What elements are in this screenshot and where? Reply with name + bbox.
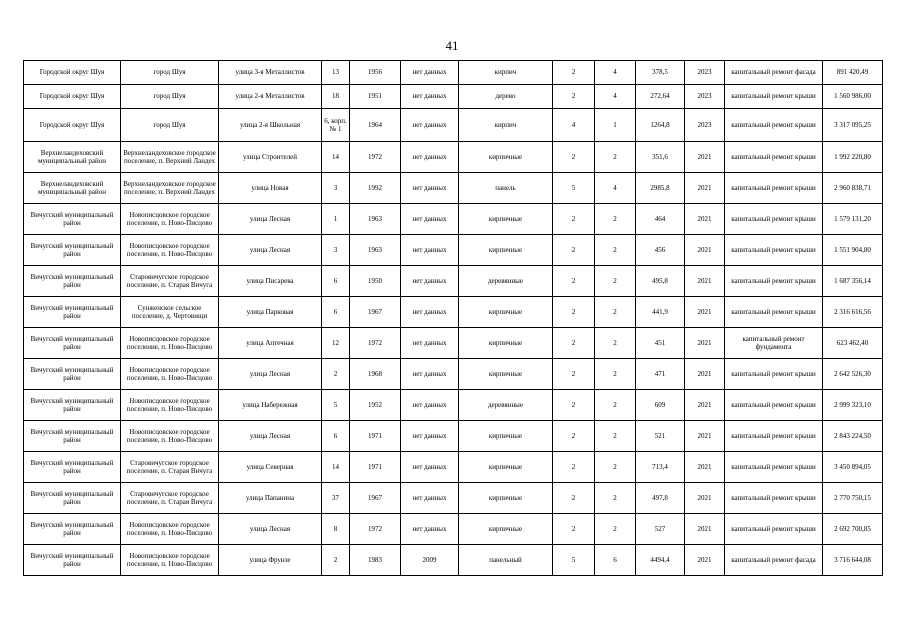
cell-entrances: 4	[595, 61, 636, 85]
table-row	[24, 204, 883, 235]
cell-entrances: 2	[595, 297, 636, 328]
cell-house-number: 13	[322, 61, 350, 85]
cell-entrances: 2	[595, 204, 636, 235]
cell-amount: 2 843 224,50	[823, 421, 883, 452]
cell-amount: 1 687 356,14	[823, 266, 883, 297]
cell-entrances: 4	[595, 173, 636, 204]
cell-last-repair-year: нет данных	[401, 452, 459, 483]
cell-street: улица Писарева	[219, 266, 322, 297]
cell-planned-year: 2021	[685, 173, 725, 204]
cell-last-repair-year: нет данных	[401, 514, 459, 545]
cell-settlement: Старовичугское городское поселение, п. Старая Вичуга	[121, 483, 219, 514]
cell-build-year: 1963	[350, 235, 401, 266]
cell-floors: 5	[553, 173, 595, 204]
table-row	[24, 85, 883, 109]
cell-street: улица Лесная	[219, 359, 322, 390]
cell-entrances: 6	[595, 545, 636, 576]
cell-work-type: капитальный ремонт крыши	[725, 173, 823, 204]
cell-work-type: капитальный ремонт крыши	[725, 483, 823, 514]
cell-wall-material: дерево	[459, 85, 553, 109]
cell-municipality: Вичугский муниципальный район	[24, 452, 121, 483]
cell-planned-year: 2021	[685, 204, 725, 235]
cell-street: улица Аптечная	[219, 328, 322, 359]
cell-work-type: капитальный ремонт крыши	[725, 452, 823, 483]
cell-street: улица Набережная	[219, 390, 322, 421]
cell-area: 441,9	[636, 297, 685, 328]
cell-house-number: 6	[322, 266, 350, 297]
cell-last-repair-year: нет данных	[401, 328, 459, 359]
cell-street: улица Лесная	[219, 421, 322, 452]
cell-planned-year: 2021	[685, 142, 725, 173]
cell-work-type: капитальный ремонт крыши	[725, 421, 823, 452]
cell-build-year: 1968	[350, 359, 401, 390]
cell-amount: 2 316 616,56	[823, 297, 883, 328]
cell-wall-material: кирпичные	[459, 328, 553, 359]
cell-last-repair-year: нет данных	[401, 483, 459, 514]
cell-floors: 2	[553, 390, 595, 421]
cell-house-number: 14	[322, 452, 350, 483]
cell-entrances: 4	[595, 85, 636, 109]
cell-area: 351,6	[636, 142, 685, 173]
cell-area: 521	[636, 421, 685, 452]
cell-last-repair-year: нет данных	[401, 109, 459, 142]
cell-build-year: 1983	[350, 545, 401, 576]
cell-floors: 2	[553, 235, 595, 266]
cell-municipality: Вичугский муниципальный район	[24, 545, 121, 576]
cell-municipality: Вичугский муниципальный район	[24, 328, 121, 359]
cell-build-year: 1951	[350, 85, 401, 109]
cell-entrances: 2	[595, 359, 636, 390]
cell-floors: 2	[553, 328, 595, 359]
cell-municipality: Вичугский муниципальный район	[24, 235, 121, 266]
cell-build-year: 1950	[350, 266, 401, 297]
cell-area: 609	[636, 390, 685, 421]
cell-settlement: Старовичугское городское поселение, п. Старая Вичуга	[121, 266, 219, 297]
cell-municipality: Вичугский муниципальный район	[24, 266, 121, 297]
cell-house-number: 14	[322, 142, 350, 173]
cell-build-year: 1971	[350, 452, 401, 483]
cell-last-repair-year: нет данных	[401, 204, 459, 235]
cell-last-repair-year: нет данных	[401, 173, 459, 204]
cell-house-number: 18	[322, 85, 350, 109]
cell-last-repair-year: 2009	[401, 545, 459, 576]
cell-amount: 3 716 644,08	[823, 545, 883, 576]
cell-planned-year: 2021	[685, 545, 725, 576]
cell-municipality: Городской округ Шуя	[24, 85, 121, 109]
cell-street: улица 2-я Металлистов	[219, 85, 322, 109]
cell-amount: 1 992 220,80	[823, 142, 883, 173]
cell-street: улица Новая	[219, 173, 322, 204]
cell-area: 527	[636, 514, 685, 545]
cell-settlement: город Шуя	[121, 61, 219, 85]
cell-floors: 2	[553, 85, 595, 109]
cell-settlement: Новописцовское городское поселение, п. Ново-Писцово	[121, 421, 219, 452]
cell-work-type: капитальный ремонт крыши	[725, 204, 823, 235]
cell-settlement: Старовичугское городское поселение, п. Старая Вичуга	[121, 452, 219, 483]
cell-work-type: капитальный ремонт крыши	[725, 390, 823, 421]
cell-floors: 2	[553, 483, 595, 514]
cell-area: 464	[636, 204, 685, 235]
cell-amount: 891 420,49	[823, 61, 883, 85]
cell-area: 497,8	[636, 483, 685, 514]
table-row	[24, 266, 883, 297]
cell-street: улица Папанина	[219, 483, 322, 514]
cell-work-type: капитальный ремонт фундамента	[725, 328, 823, 359]
cell-municipality: Вичугский муниципальный район	[24, 204, 121, 235]
cell-settlement: Новописцовское городское поселение, п. Ново-Писцово	[121, 204, 219, 235]
table-row	[24, 61, 883, 85]
cell-settlement: Новописцовское городское поселение, п. Ново-Писцово	[121, 514, 219, 545]
cell-planned-year: 2021	[685, 483, 725, 514]
cell-amount: 2 960 838,71	[823, 173, 883, 204]
cell-wall-material: деревянные	[459, 390, 553, 421]
cell-floors: 5	[553, 545, 595, 576]
cell-area: 4494,4	[636, 545, 685, 576]
cell-build-year: 1956	[350, 61, 401, 85]
cell-floors: 2	[553, 421, 595, 452]
cell-entrances: 2	[595, 421, 636, 452]
cell-last-repair-year: нет данных	[401, 266, 459, 297]
table-row	[24, 545, 883, 576]
cell-wall-material: кирпичные	[459, 421, 553, 452]
table-row	[24, 109, 883, 142]
table-row	[24, 173, 883, 204]
cell-floors: 2	[553, 61, 595, 85]
table-row	[24, 483, 883, 514]
cell-amount: 1 551 904,80	[823, 235, 883, 266]
cell-wall-material: кирпич	[459, 61, 553, 85]
cell-wall-material: кирпичные	[459, 514, 553, 545]
cell-planned-year: 2021	[685, 390, 725, 421]
cell-entrances: 2	[595, 483, 636, 514]
cell-entrances: 1	[595, 109, 636, 142]
cell-municipality: Вичугский муниципальный район	[24, 421, 121, 452]
cell-house-number: 6	[322, 421, 350, 452]
cell-street: улица Северная	[219, 452, 322, 483]
cell-wall-material: кирпичные	[459, 452, 553, 483]
table-row	[24, 235, 883, 266]
cell-settlement: Новописцовское городское поселение, п. Ново-Писцово	[121, 545, 219, 576]
cell-area: 713,4	[636, 452, 685, 483]
cell-planned-year: 2021	[685, 266, 725, 297]
cell-entrances: 2	[595, 328, 636, 359]
cell-area: 471	[636, 359, 685, 390]
cell-build-year: 1952	[350, 390, 401, 421]
cell-settlement: город Шуя	[121, 85, 219, 109]
cell-house-number: 6	[322, 297, 350, 328]
cell-municipality: Верхнеландеховский муниципальный район	[24, 173, 121, 204]
cell-area: 1264,8	[636, 109, 685, 142]
cell-wall-material: панель	[459, 173, 553, 204]
cell-area: 272,64	[636, 85, 685, 109]
cell-entrances: 2	[595, 390, 636, 421]
cell-planned-year: 2021	[685, 235, 725, 266]
cell-last-repair-year: нет данных	[401, 297, 459, 328]
cell-municipality: Городской округ Шуя	[24, 61, 121, 85]
cell-work-type: капитальный ремонт крыши	[725, 359, 823, 390]
cell-wall-material: кирпичные	[459, 359, 553, 390]
table-row	[24, 142, 883, 173]
cell-floors: 2	[553, 359, 595, 390]
cell-build-year: 1967	[350, 297, 401, 328]
cell-build-year: 1972	[350, 142, 401, 173]
cell-entrances: 2	[595, 452, 636, 483]
cell-floors: 2	[553, 452, 595, 483]
cell-house-number: 5	[322, 390, 350, 421]
cell-planned-year: 2021	[685, 359, 725, 390]
cell-floors: 2	[553, 204, 595, 235]
cell-municipality: Вичугский муниципальный район	[24, 390, 121, 421]
cell-street: улица Лесная	[219, 514, 322, 545]
cell-work-type: капитальный ремонт крыши	[725, 235, 823, 266]
cell-work-type: капитальный ремонт крыши	[725, 142, 823, 173]
cell-floors: 2	[553, 266, 595, 297]
cell-last-repair-year: нет данных	[401, 390, 459, 421]
cell-house-number: 37	[322, 483, 350, 514]
cell-house-number: 12	[322, 328, 350, 359]
cell-settlement: Новописцовское городское поселение, п. Ново-Писцово	[121, 328, 219, 359]
cell-build-year: 1972	[350, 514, 401, 545]
cell-street: улица Лесная	[219, 235, 322, 266]
cell-area: 451	[636, 328, 685, 359]
cell-work-type: капитальный ремонт крыши	[725, 109, 823, 142]
cell-floors: 2	[553, 297, 595, 328]
cell-build-year: 1971	[350, 421, 401, 452]
cell-floors: 4	[553, 109, 595, 142]
cell-last-repair-year: нет данных	[401, 85, 459, 109]
cell-planned-year: 2021	[685, 514, 725, 545]
cell-house-number: 3	[322, 235, 350, 266]
cell-house-number: 6, корп. № 1	[322, 109, 350, 142]
cell-house-number: 3	[322, 173, 350, 204]
page-number: 41	[445, 38, 459, 53]
cell-planned-year: 2021	[685, 297, 725, 328]
cell-settlement: Новописцовское городское поселение, п. Ново-Писцово	[121, 359, 219, 390]
cell-street: улица 3-я Металлистов	[219, 61, 322, 85]
cell-work-type: капитальный ремонт фасада	[725, 545, 823, 576]
cell-amount: 2 642 526,30	[823, 359, 883, 390]
cell-last-repair-year: нет данных	[401, 142, 459, 173]
cell-planned-year: 2021	[685, 328, 725, 359]
table-row	[24, 514, 883, 545]
cell-municipality: Вичугский муниципальный район	[24, 297, 121, 328]
cell-area: 2985,8	[636, 173, 685, 204]
cell-work-type: капитальный ремонт крыши	[725, 266, 823, 297]
cell-wall-material: кирпичные	[459, 142, 553, 173]
cell-planned-year: 2021	[685, 421, 725, 452]
table-row	[24, 328, 883, 359]
cell-amount: 2 692 700,85	[823, 514, 883, 545]
cell-planned-year: 2023	[685, 61, 725, 85]
cell-work-type: капитальный ремонт фасада	[725, 61, 823, 85]
table-row	[24, 359, 883, 390]
cell-amount: 1 560 986,00	[823, 85, 883, 109]
cell-area: 495,8	[636, 266, 685, 297]
cell-work-type: капитальный ремонт крыши	[725, 85, 823, 109]
cell-house-number: 2	[322, 359, 350, 390]
cell-build-year: 1964	[350, 109, 401, 142]
cell-municipality: Вичугский муниципальный район	[24, 483, 121, 514]
cell-wall-material: кирпичные	[459, 297, 553, 328]
cell-build-year: 1963	[350, 204, 401, 235]
cell-amount: 3 317 095,25	[823, 109, 883, 142]
cell-wall-material: деревянные	[459, 266, 553, 297]
table-row	[24, 390, 883, 421]
cell-settlement: Сунженское сельское поселение, д. Чертовищи	[121, 297, 219, 328]
cell-area: 456	[636, 235, 685, 266]
cell-municipality: Вичугский муниципальный район	[24, 359, 121, 390]
cell-work-type: капитальный ремонт крыши	[725, 297, 823, 328]
cell-municipality: Верхнеландеховский муниципальный район	[24, 142, 121, 173]
cell-amount: 1 579 131,20	[823, 204, 883, 235]
table-body	[24, 61, 883, 576]
housing-repair-table	[23, 60, 883, 576]
cell-street: улица Лесная	[219, 204, 322, 235]
cell-build-year: 1992	[350, 173, 401, 204]
cell-house-number: 1	[322, 204, 350, 235]
cell-wall-material: панельный	[459, 545, 553, 576]
cell-house-number: 8	[322, 514, 350, 545]
cell-settlement: Верхнеландеховское городское поселение, п. Верхний Ландех	[121, 142, 219, 173]
cell-settlement: Новописцовское городское поселение, п. Ново-Писцово	[121, 235, 219, 266]
cell-build-year: 1972	[350, 328, 401, 359]
cell-street: улица Фрунзе	[219, 545, 322, 576]
cell-last-repair-year: нет данных	[401, 421, 459, 452]
cell-house-number: 2	[322, 545, 350, 576]
cell-planned-year: 2023	[685, 109, 725, 142]
cell-entrances: 2	[595, 514, 636, 545]
cell-entrances: 2	[595, 142, 636, 173]
cell-street: улица Строителей	[219, 142, 322, 173]
cell-municipality: Городской округ Шуя	[24, 109, 121, 142]
cell-wall-material: кирпичные	[459, 204, 553, 235]
cell-entrances: 2	[595, 235, 636, 266]
table-row	[24, 421, 883, 452]
cell-area: 378,5	[636, 61, 685, 85]
cell-settlement: город Шуя	[121, 109, 219, 142]
cell-work-type: капитальный ремонт крыши	[725, 514, 823, 545]
cell-street: улица Парковая	[219, 297, 322, 328]
cell-build-year: 1967	[350, 483, 401, 514]
cell-amount: 2 770 750,15	[823, 483, 883, 514]
cell-amount: 623 462,40	[823, 328, 883, 359]
cell-floors: 2	[553, 142, 595, 173]
table-row	[24, 452, 883, 483]
cell-last-repair-year: нет данных	[401, 235, 459, 266]
cell-last-repair-year: нет данных	[401, 61, 459, 85]
cell-entrances: 2	[595, 266, 636, 297]
cell-amount: 2 999 323,10	[823, 390, 883, 421]
cell-floors: 2	[553, 514, 595, 545]
cell-settlement: Новописцовское городское поселение, п. Ново-Писцово	[121, 390, 219, 421]
cell-planned-year: 2023	[685, 85, 725, 109]
cell-wall-material: кирпичные	[459, 235, 553, 266]
table-row	[24, 297, 883, 328]
cell-wall-material: кирпичные	[459, 483, 553, 514]
cell-settlement: Верхнеландеховское городское поселение, п. Верхний Ландех	[121, 173, 219, 204]
cell-street: улица 2-я Школьная	[219, 109, 322, 142]
cell-last-repair-year: нет данных	[401, 359, 459, 390]
cell-municipality: Вичугский муниципальный район	[24, 514, 121, 545]
cell-planned-year: 2021	[685, 452, 725, 483]
cell-wall-material: кирпич	[459, 109, 553, 142]
cell-amount: 3 450 894,05	[823, 452, 883, 483]
